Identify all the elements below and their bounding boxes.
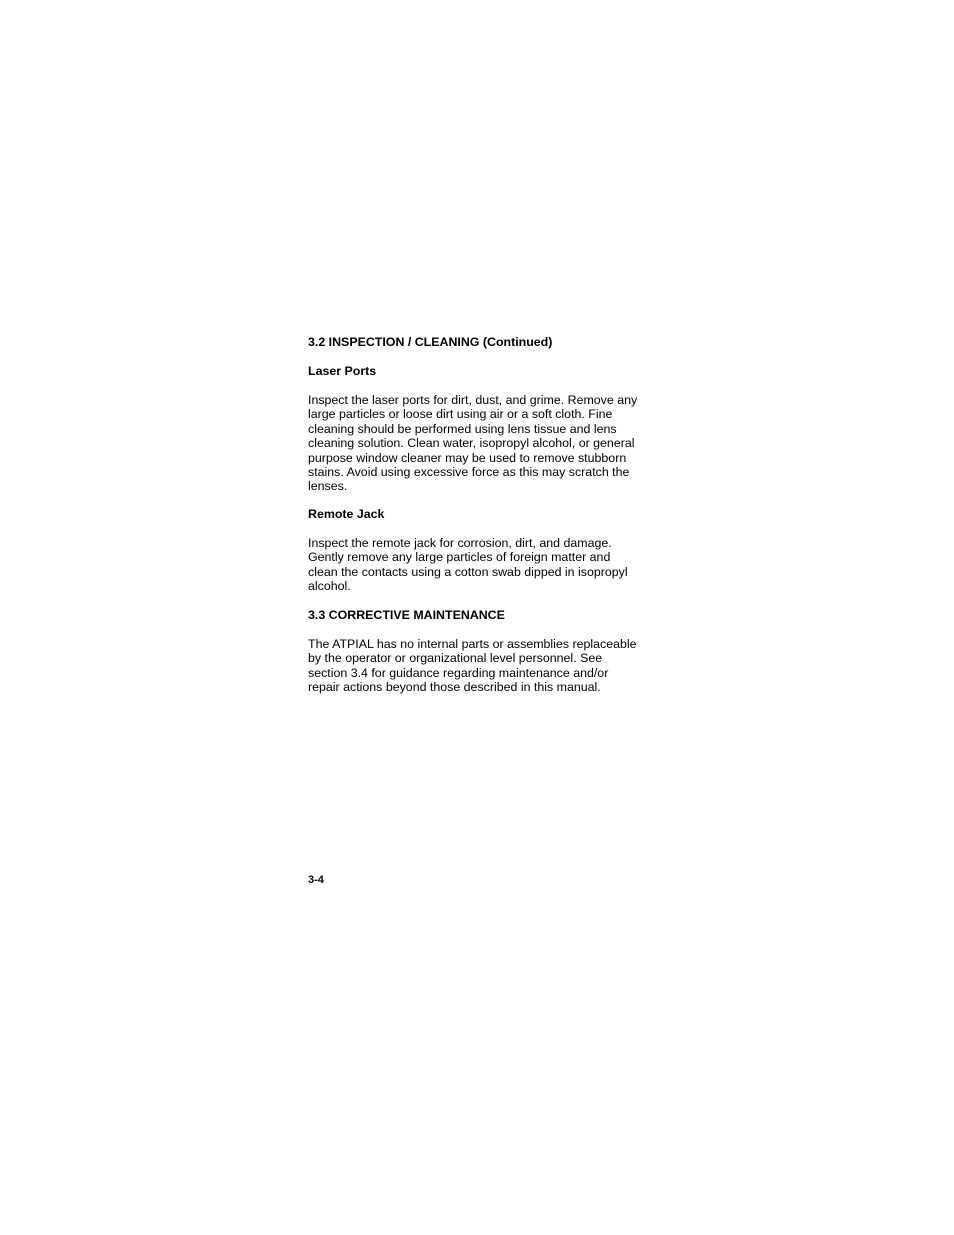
remote-jack-paragraph (308, 536, 653, 594)
laser-ports-heading: Laser Ports (308, 364, 377, 378)
remote-jack-heading: Remote Jack (308, 507, 385, 521)
laser-ports-line: stains. Avoid using excessive force as this may scratch the (308, 465, 630, 480)
corrective-maintenance-paragraph (308, 637, 653, 695)
laser-ports-line: lenses. (308, 479, 348, 494)
page-number: 3-4 (308, 874, 324, 886)
corrective-maintenance-line: repair actions beyond those described in this manual. (308, 680, 601, 695)
laser-ports-line: purpose window cleaner may be used to remove stubborn (308, 450, 627, 465)
remote-jack-line: Inspect the remote jack for corrosion, dirt, and damage. (308, 536, 612, 550)
corrective-maintenance-line: by the operator or organizational level personnel. See (308, 651, 603, 666)
laser-ports-line: cleaning should be performed using lens tissue and lens (308, 421, 617, 436)
laser-ports-line: Inspect the laser ports for dirt, dust, and grime. Remove any (308, 393, 638, 407)
section-3-3-heading: 3.3 CORRECTIVE MAINTENANCE (308, 608, 505, 622)
remote-jack-line: clean the contacts using a cotton swab dipped in isopropyl (308, 564, 628, 579)
section-3-2-heading: 3.2 INSPECTION / CLEANING (Continued) (308, 335, 553, 349)
laser-ports-paragraph (308, 393, 653, 494)
laser-ports-line: cleaning solution. Clean water, isopropyl alcohol, or general (308, 436, 635, 451)
laser-ports-line: large particles or loose dirt using air or a soft cloth. Fine (308, 407, 613, 422)
remote-jack-line: alcohol. (308, 579, 351, 594)
corrective-maintenance-line: The ATPIAL has no internal parts or assemblies replaceable (308, 637, 637, 651)
remote-jack-line: Gently remove any large particles of foreign matter and (308, 550, 611, 565)
corrective-maintenance-line: section 3.4 for guidance regarding maintenance and/or (308, 665, 609, 680)
